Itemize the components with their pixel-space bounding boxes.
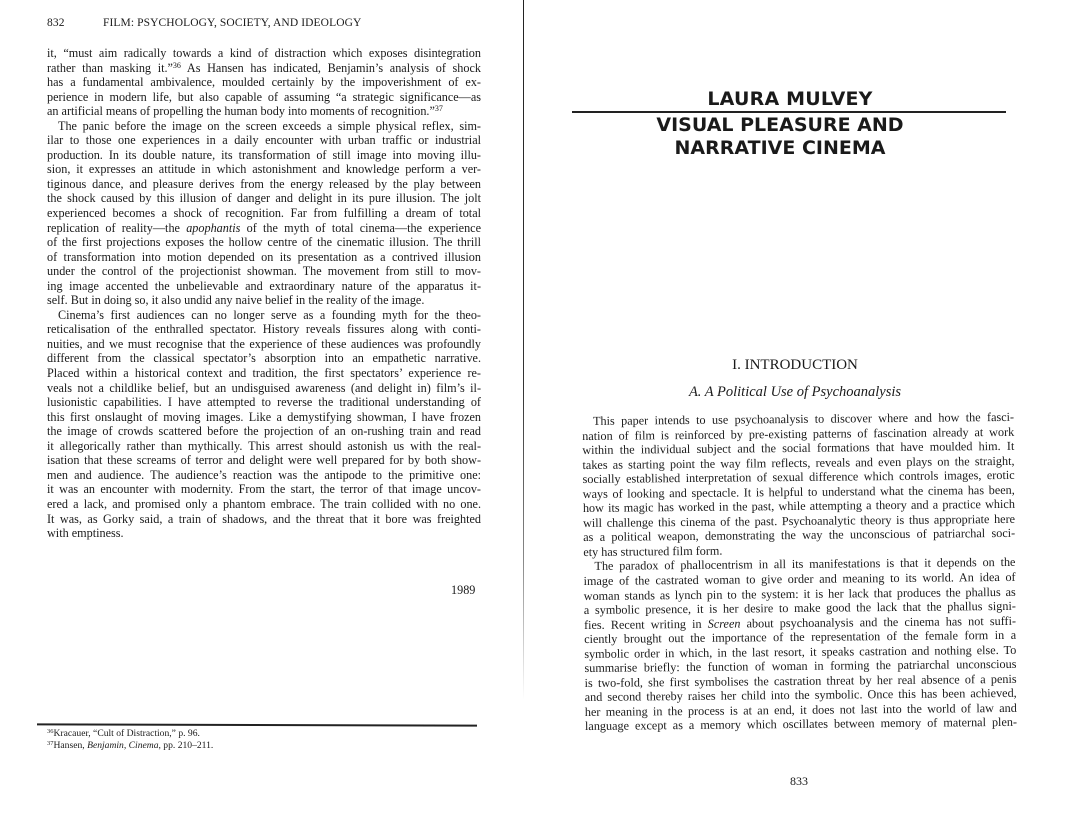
text-line: of transformation into motion depended on its presentation as a contrived illusion bbox=[47, 249, 481, 264]
text-line: ilar to those one experiences in a daily encounter with urban traffic or industrial bbox=[47, 133, 481, 148]
text-line: fies. Recent writing in Screen about psychoanalysis and the cinema has not suffi- bbox=[583, 613, 1017, 632]
left-body-text bbox=[47, 46, 481, 541]
running-head-title: FILM: PSYCHOLOGY, SOCIETY, AND IDEOLOGY bbox=[103, 17, 362, 29]
text-line: different from the classical spectator’s absorption into an empathetic narrative. bbox=[47, 351, 481, 366]
text-line: ciently brought out the importance of the representation of the female form in a bbox=[584, 628, 1017, 647]
text-line: symbolic order in which, in the last resort, it speaks castration and nothing else. To bbox=[584, 642, 1017, 661]
right-body-text bbox=[582, 410, 1017, 734]
italic-text: apophantis bbox=[186, 220, 241, 235]
text-line: as a political weapon, demonstrating the way the unconscious of patriarchal soci- bbox=[583, 526, 1016, 545]
text-line: This paper intends to use psychoanalysis to discover where and how the fasci- bbox=[592, 409, 1015, 428]
text-line: within the individual subject and the social formations that have moulded him. It bbox=[582, 438, 1015, 458]
section-heading: I. INTRODUCTION bbox=[732, 357, 858, 373]
left-page bbox=[0, 0, 523, 832]
page-number: 832 bbox=[47, 17, 65, 29]
text-line: will challenge this cinema of the past. Psychoanalytic theory is thus appropriate here bbox=[582, 511, 1016, 530]
footnote: $^{37}$Hansen, Benjamin, Cinema, pp. 210–211. bbox=[47, 739, 214, 751]
title-rule bbox=[572, 111, 1006, 113]
article-title bbox=[620, 114, 940, 160]
text-line: Cinema’s first audiences can no longer serve as a founding myth for the theo- bbox=[58, 307, 481, 322]
footnote: $^{36}$Kracauer, “Cult of Distraction,” p. 96. bbox=[47, 728, 200, 739]
italic-text: Benjamin, Cinema bbox=[87, 739, 159, 751]
text-line: experienced becomes a shock of recognition. Far from fulfilling a dream of total bbox=[47, 206, 481, 221]
text-line: summarise briefly: the function of woman in forming the patriarchal unconscious bbox=[584, 657, 1017, 676]
text-line: ing image accented the unbelievable and extraordinary nature of the apparatus it- bbox=[47, 278, 481, 293]
footnotes bbox=[47, 728, 213, 751]
text-line: has a fundamental ambivalence, moulded certainly by the impoverishment of ex- bbox=[47, 75, 481, 90]
text-line: replication of reality—the apophantis of the myth of total cinema—the experience bbox=[47, 220, 481, 235]
text-line: and second thereby raises her child into the symbolic. Once this has been achieved, bbox=[584, 686, 1017, 705]
text-line: of the first projections exposes the hollow centre of the cinematic illusion. The thrill bbox=[47, 235, 481, 250]
article-author: LAURA MULVEY bbox=[707, 88, 873, 110]
text-line: this first onslaught of moving images. Like a demystifying showman, I have frozen bbox=[47, 409, 481, 424]
text-line: is two-fold, she first symbolises the castration threat by her real absence of a penis bbox=[584, 671, 1017, 690]
text-line: production. In its double nature, its transformation of still image into moving illu- bbox=[47, 147, 481, 162]
text-line: self. But in doing so, it also undid any naive belief in the reality of the image. bbox=[47, 293, 425, 308]
text-line: ways of looking and spectacle. It is helpful to understand what the cinema has been, bbox=[582, 482, 1015, 501]
text-line: her meaning in the process is at an end, it does not last into the world of law and bbox=[584, 700, 1017, 719]
text-line: reticalisation of the enthralled spectator. History reveals fissures along with conti- bbox=[47, 322, 481, 337]
text-line: It was, as Gorky said, a train of shadows, and the threat that it bore was freighted bbox=[47, 511, 481, 526]
text-line: men and audience. The audience’s reaction was the antipode to the primitive one: bbox=[47, 467, 481, 482]
text-line: an artificial means of propelling the human body into moments of recognition.”$^{37}$ bbox=[47, 104, 443, 119]
text-line: sion, it expresses an attitude in which astonishment and knowledge perform a ver- bbox=[47, 162, 481, 177]
text-line: The paradox of phallocentrism in all its manifestations is that it depends on the bbox=[594, 555, 1016, 574]
text-line: a symbolic presence, it is her desire to make good the lack that the phallus signi- bbox=[583, 598, 1016, 618]
text-line: rather than masking it.”$^{36}$ As Hansen has indicated, Benjamin’s analysis of shock bbox=[47, 60, 481, 75]
text-line: tiginous dance, and pleasure derives from the energy released by the play between bbox=[47, 176, 481, 191]
essay-year: 1989 bbox=[451, 583, 476, 597]
text-line: it was an encounter with modernity. From the start, the terror of that image uncov- bbox=[47, 482, 481, 497]
text-line: ety has structured film form. bbox=[583, 543, 723, 559]
article-title-line: VISUAL PLEASURE AND bbox=[656, 114, 904, 136]
text-line: the image of crowds scattered before the projection of an on-rushing train and read bbox=[47, 424, 481, 439]
text-line: woman stands as lynch pin to the system: it is her lack that produces the phallus as bbox=[583, 584, 1016, 603]
text-line: language except as a memory which oscillates between memory of maternal plen- bbox=[584, 715, 1018, 734]
text-line: nation of film is reinforced by pre-existing patterns of fascination already at work bbox=[582, 424, 1015, 443]
text-line: under the control of the projectionist showman. The movement from still to mov- bbox=[47, 264, 481, 279]
footnote-ref: 36 bbox=[172, 60, 181, 70]
text-line: veals not a childlike belief, but an undisguised awareness (and delight in) film’s il- bbox=[47, 380, 481, 395]
text-line: it, “must aim radically towards a kind of distraction which exposes disintegration bbox=[47, 46, 481, 60]
footnote-ref: 37 bbox=[434, 104, 443, 114]
page-number: 833 bbox=[790, 774, 808, 788]
text-line: lusionistic capabilities. I have attempted to reverse the traditional understanding of bbox=[47, 395, 481, 410]
article-title-line: NARRATIVE CINEMA bbox=[674, 137, 886, 159]
text-line: The panic before the image on the screen exceeds a simple physical reflex, sim- bbox=[58, 118, 481, 133]
text-line: how its magic has worked in the past, while attempting a theory and a practice which bbox=[582, 497, 1015, 516]
text-line: nuities, and we must recognise that the experience of these audiences was profoundly bbox=[47, 336, 481, 351]
text-line: perience in modern life, but also capable of assuming “a strategic significance—as bbox=[47, 89, 481, 104]
text-line: Placed within a historical context and tradition, the first spectators’ experience re- bbox=[47, 366, 481, 381]
text-line: the shock caused by this illusion of danger and delight in its pure illusion. The jolt bbox=[47, 191, 481, 206]
text-line: socially established interpretation of sexual difference which controls images, erotic bbox=[582, 468, 1015, 487]
text-line: isation that these screams of terror and delight were well prepared for by both show- bbox=[47, 453, 481, 468]
text-line: ered a lack, and promised only a phantom embrace. The train collided with no one. bbox=[47, 496, 481, 511]
italic-text: Screen bbox=[707, 616, 741, 631]
subsection-heading: A. A Political Use of Psychoanalysis bbox=[688, 384, 902, 400]
footnote-number: 36 bbox=[47, 728, 54, 735]
text-line: takes as starting point the way film reflects, reveals and even plays on the straight, bbox=[582, 453, 1015, 472]
text-line: with emptiness. bbox=[47, 526, 124, 541]
text-line: image of the castrated woman to give order and meaning to its world. An idea of bbox=[583, 569, 1016, 589]
text-line: it allegorically rather than mythically. This arrest should astonish us with the real- bbox=[47, 438, 481, 453]
footnote-rule bbox=[37, 723, 477, 726]
footnote-number: 37 bbox=[47, 739, 54, 747]
